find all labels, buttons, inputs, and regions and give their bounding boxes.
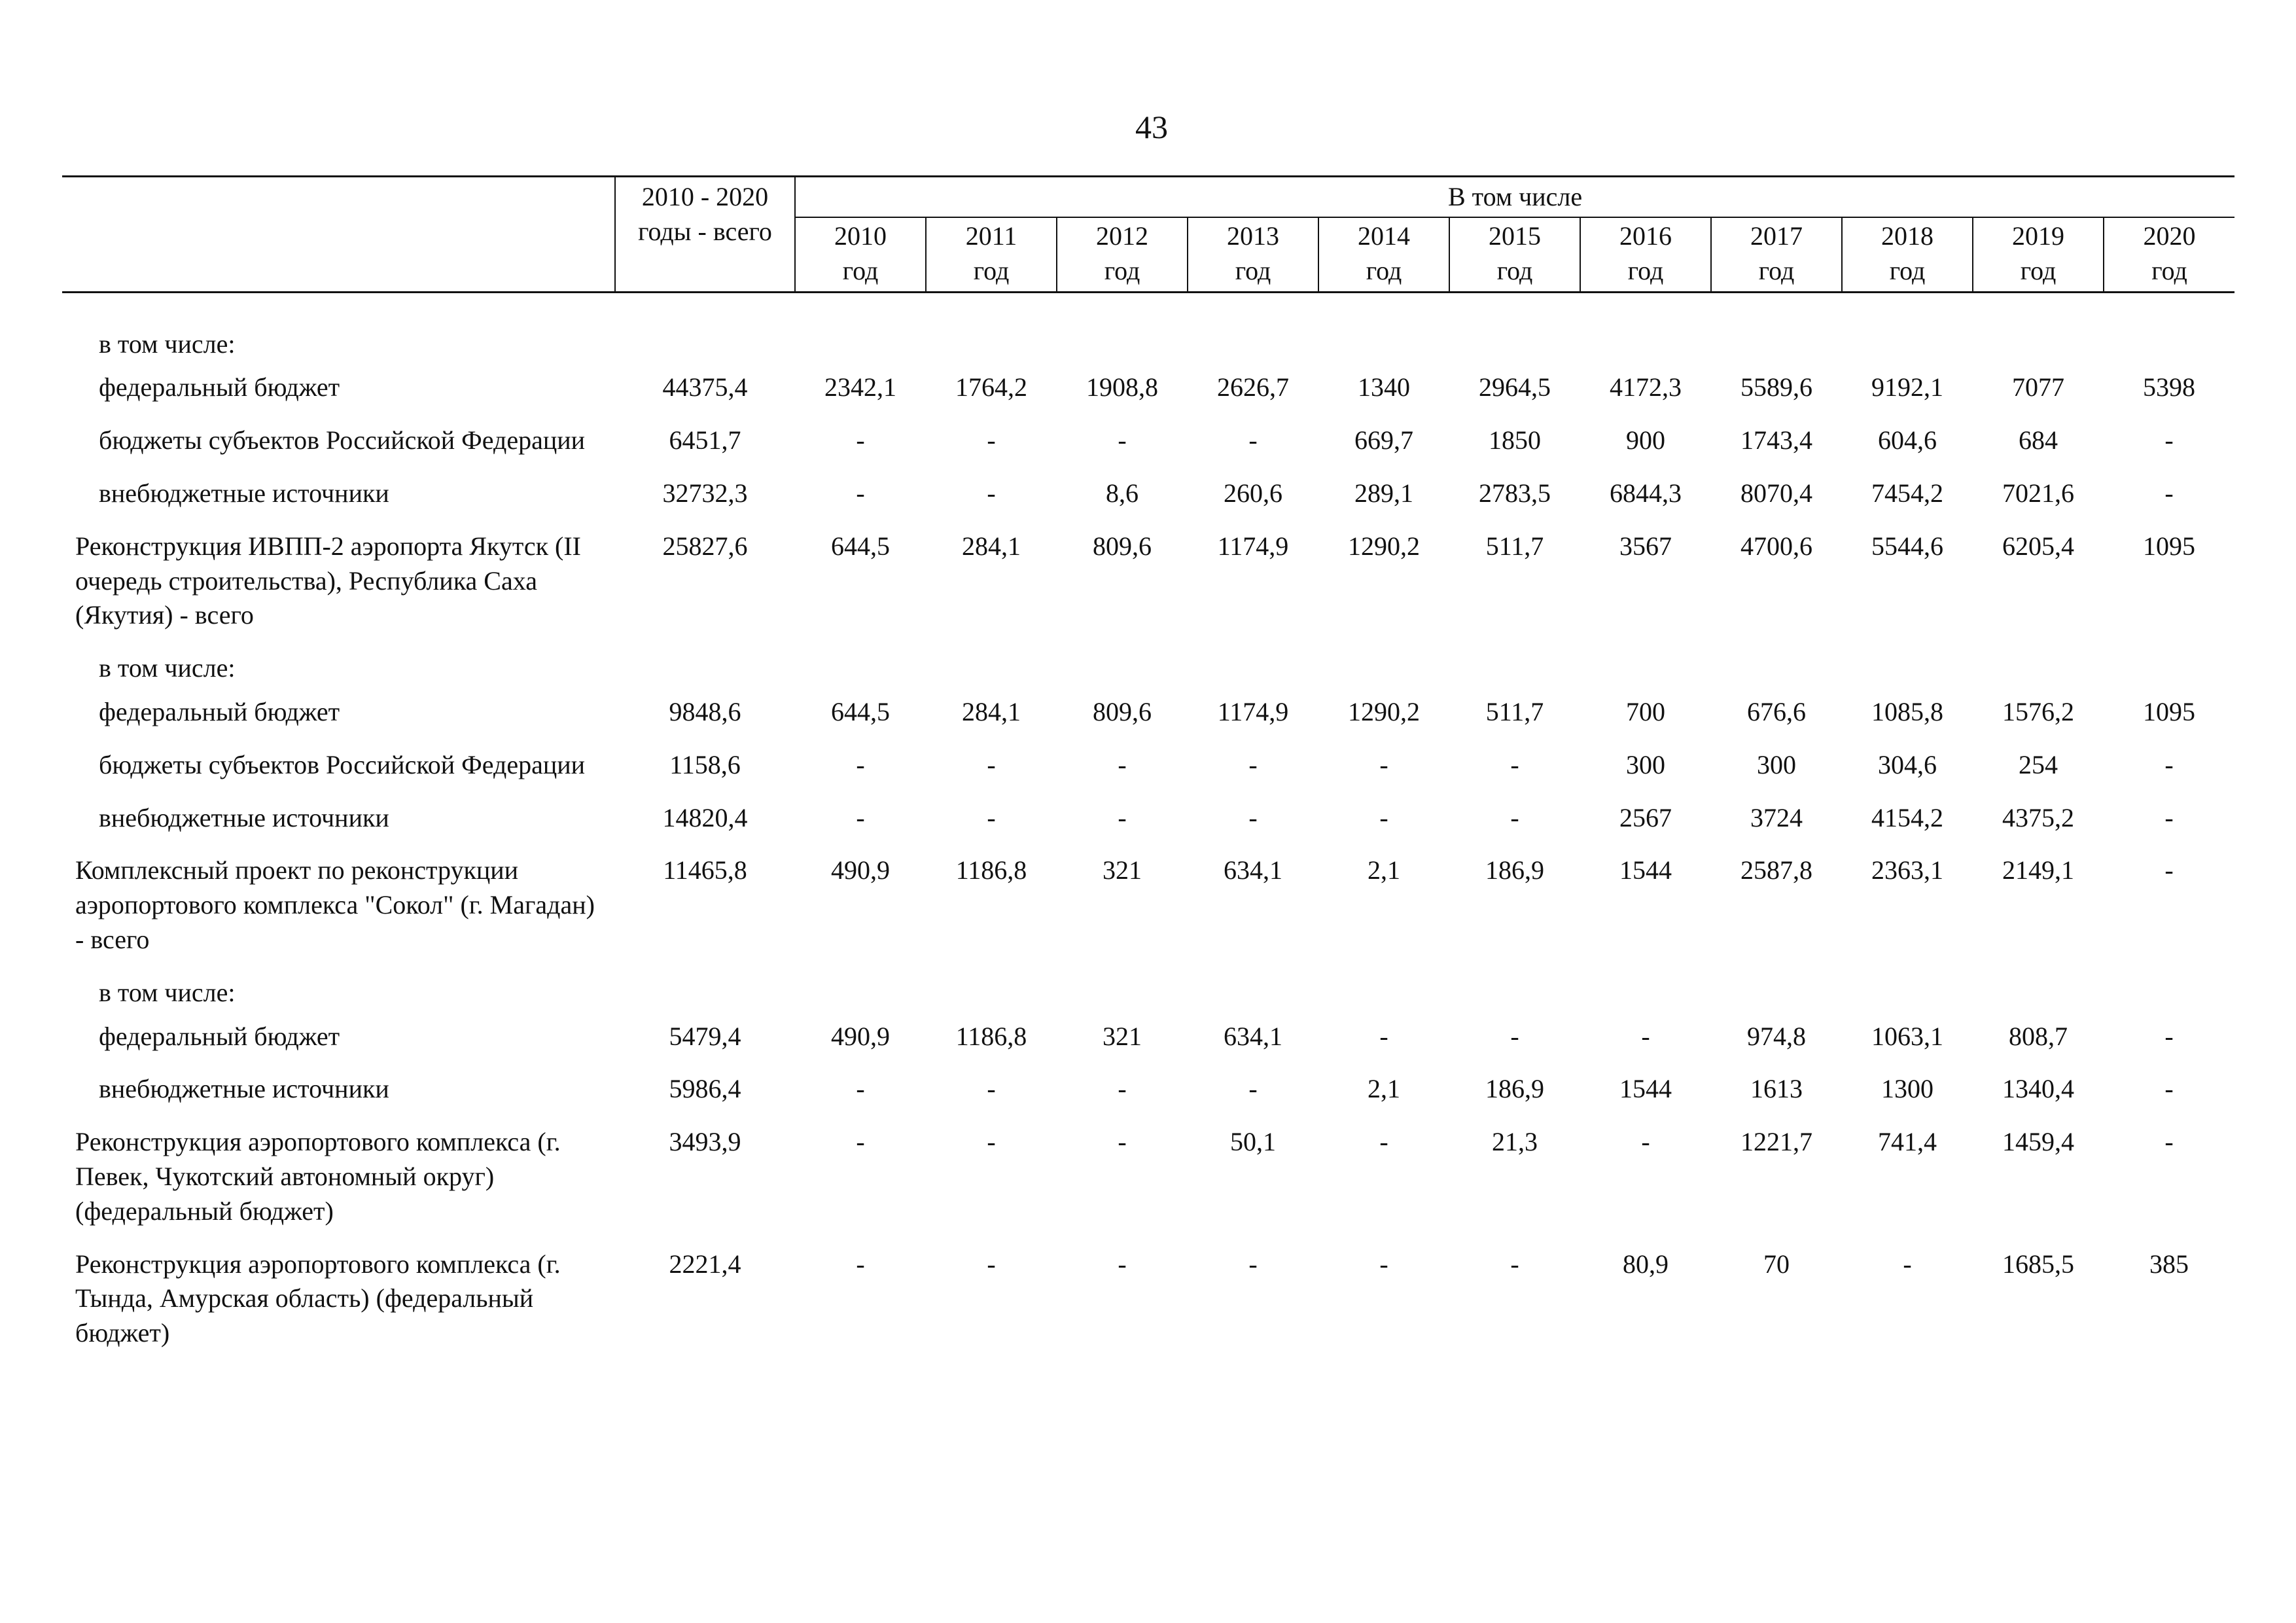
year-value-cell-2018: 2363,1 — [1871, 855, 1943, 885]
year-value-cell-2012: - — [1118, 802, 1127, 832]
year-value-cell-2016: 900 — [1626, 425, 1665, 455]
year-value-cell-2015: - — [1510, 1249, 1519, 1279]
year-value-cell-2011: 284,1 — [962, 531, 1021, 561]
header-year-2018 — [1842, 217, 1973, 292]
subtotal-label-row — [62, 651, 2234, 695]
table-header — [62, 177, 2234, 293]
header-year-2012 — [1057, 217, 1188, 292]
row-name-cell: федеральный бюджет — [99, 696, 340, 726]
year-value-cell-2018: 741,4 — [1878, 1127, 1937, 1157]
year-value-cell-2011: - — [987, 1127, 996, 1157]
year-value-cell-2016: - — [1641, 1021, 1650, 1051]
year-value-cell-2013: 2626,7 — [1217, 372, 1289, 402]
year-value-cell-2018: 1085,8 — [1871, 696, 1943, 726]
year-value-cell-2010: 644,5 — [831, 531, 890, 561]
header-year-number: 2013 — [1227, 221, 1279, 251]
header-year-word: год — [1627, 255, 1664, 285]
year-value-cell-2010: - — [856, 1074, 865, 1104]
header-year-word: год — [1366, 255, 1402, 285]
row-name-cell: бюджеты субъектов Российской Федерации — [99, 749, 586, 779]
year-value-cell-2012: 321 — [1103, 1021, 1142, 1051]
year-value-cell-2016: 300 — [1626, 749, 1665, 779]
row-name-cell: внебюджетные источники — [99, 802, 389, 832]
header-year-word: год — [1235, 255, 1271, 285]
year-value-cell-2014: 669,7 — [1354, 425, 1413, 455]
year-value-cell-2015: - — [1510, 749, 1519, 779]
year-value-cell-2015: 511,7 — [1485, 696, 1544, 726]
year-value-cell-2010: 490,9 — [831, 855, 890, 885]
year-value-cell-2013: 1174,9 — [1217, 531, 1289, 561]
year-value-cell-2010: - — [856, 478, 865, 508]
header-year-number: 2017 — [1750, 221, 1803, 251]
table-body — [62, 292, 2234, 1369]
year-value-cell-2011: - — [987, 1074, 996, 1104]
year-value-cell-2014: - — [1379, 749, 1388, 779]
year-value-cell-2017: 1613 — [1750, 1074, 1803, 1104]
header-year-word: год — [1758, 255, 1795, 285]
year-value-cell-2011: 1186,8 — [955, 855, 1027, 885]
year-value-cell-2019: 1340,4 — [2002, 1074, 2074, 1104]
total-cell: 3493,9 — [669, 1127, 741, 1157]
year-value-cell-2019: 4375,2 — [2002, 802, 2074, 832]
year-value-cell-2014: 2,1 — [1368, 1074, 1400, 1104]
year-value-cell-2018: 5544,6 — [1871, 531, 1943, 561]
funding-source-row — [62, 695, 2234, 748]
row-name-cell: в том числе: — [99, 329, 236, 359]
header-year-2014 — [1318, 217, 1449, 292]
year-value-cell-2016: - — [1641, 1127, 1650, 1157]
year-value-cell-2016: 1544 — [1619, 855, 1672, 885]
year-value-cell-2014: 1290,2 — [1348, 696, 1420, 726]
year-value-cell-2013: - — [1248, 802, 1258, 832]
year-value-cell-2014: 1290,2 — [1348, 531, 1420, 561]
year-value-cell-2010: 2342,1 — [824, 372, 896, 402]
row-name-cell: бюджеты субъектов Российской Федерации — [99, 425, 586, 455]
header-year-2011 — [926, 217, 1057, 292]
year-value-cell-2011: 1764,2 — [955, 372, 1027, 402]
row-name-cell: внебюджетные источники — [99, 478, 389, 508]
year-value-cell-2015: 1850 — [1489, 425, 1541, 455]
year-value-cell-2016: 3567 — [1619, 531, 1672, 561]
total-cell: 44375,4 — [662, 372, 748, 402]
funding-source-row — [62, 423, 2234, 476]
total-cell: 5986,4 — [669, 1074, 741, 1104]
year-value-cell-2013: - — [1248, 1074, 1258, 1104]
year-value-cell-2020: - — [2164, 1127, 2174, 1157]
header-year-word: год — [1496, 255, 1533, 285]
year-value-cell-2016: 1544 — [1619, 1074, 1672, 1104]
funding-source-row — [62, 748, 2234, 801]
year-value-cell-2019: 2149,1 — [2002, 855, 2074, 885]
year-value-cell-2016: 700 — [1626, 696, 1665, 726]
total-cell: 9848,6 — [669, 696, 741, 726]
year-value-cell-2020: - — [2164, 478, 2174, 508]
header-year-number: 2019 — [2012, 221, 2064, 251]
header-year-2015 — [1449, 217, 1580, 292]
project-row — [62, 529, 2234, 651]
year-value-cell-2020: - — [2164, 1074, 2174, 1104]
funding-source-row — [62, 1072, 2234, 1125]
total-cell: 14820,4 — [662, 802, 748, 832]
year-value-cell-2010: - — [856, 425, 865, 455]
year-value-cell-2015: 2783,5 — [1479, 478, 1551, 508]
year-value-cell-2013: 634,1 — [1224, 855, 1282, 885]
year-value-cell-2011: - — [987, 1249, 996, 1279]
total-cell: 1158,6 — [669, 749, 741, 779]
year-value-cell-2012: - — [1118, 1074, 1127, 1104]
header-year-number: 2010 — [834, 221, 887, 251]
year-value-cell-2012: - — [1118, 749, 1127, 779]
header-year-2019 — [1973, 217, 2104, 292]
year-value-cell-2013: - — [1248, 425, 1258, 455]
year-value-cell-2010: 644,5 — [831, 696, 890, 726]
year-value-cell-2020: 385 — [2149, 1249, 2189, 1279]
year-value-cell-2013: 260,6 — [1224, 478, 1282, 508]
year-value-cell-2016: 6844,3 — [1610, 478, 1682, 508]
header-year-word: год — [842, 255, 879, 285]
year-value-cell-2017: 70 — [1763, 1249, 1790, 1279]
year-value-cell-2016: 2567 — [1619, 802, 1672, 832]
row-name-cell: Реконструкция аэропортового комплекса (г. Тында, Амурская область) (федеральный бюджет) — [75, 1249, 561, 1348]
year-value-cell-2012: - — [1118, 425, 1127, 455]
header-year-number: 2014 — [1358, 221, 1410, 251]
year-value-cell-2017: 300 — [1757, 749, 1796, 779]
year-value-cell-2011: - — [987, 478, 996, 508]
year-value-cell-2015: - — [1510, 1021, 1519, 1051]
year-value-cell-2017: 974,8 — [1747, 1021, 1806, 1051]
year-value-cell-2019: 6205,4 — [2002, 531, 2074, 561]
year-value-cell-2017: 676,6 — [1747, 696, 1806, 726]
year-value-cell-2010: 490,9 — [831, 1021, 890, 1051]
year-value-cell-2020: 1095 — [2143, 531, 2196, 561]
year-value-cell-2013: 50,1 — [1230, 1127, 1276, 1157]
row-name-cell: Комплексный проект по реконструкции аэропортового комплекса "Сокол" (г. Магадан) - всего — [75, 855, 595, 954]
subtotal-label-row — [62, 327, 2234, 371]
year-value-cell-2017: 1743,4 — [1740, 425, 1812, 455]
row-name-cell: федеральный бюджет — [99, 1021, 340, 1051]
year-value-cell-2013: 1174,9 — [1217, 696, 1289, 726]
year-value-cell-2017: 1221,7 — [1740, 1127, 1812, 1157]
year-value-cell-2012: 321 — [1103, 855, 1142, 885]
project-row — [62, 1247, 2234, 1369]
year-value-cell-2018: 4154,2 — [1871, 802, 1943, 832]
total-cell: 2221,4 — [669, 1249, 741, 1279]
year-value-cell-2011: 1186,8 — [955, 1021, 1027, 1051]
header-group-label: В том числе — [795, 177, 2234, 218]
header-year-word: год — [973, 255, 1010, 285]
year-value-cell-2012: - — [1118, 1249, 1127, 1279]
year-value-cell-2019: 808,7 — [2009, 1021, 2068, 1051]
year-value-cell-2019: 254 — [2019, 749, 2058, 779]
header-year-number: 2015 — [1489, 221, 1541, 251]
year-value-cell-2015: 2964,5 — [1479, 372, 1551, 402]
project-row — [62, 1125, 2234, 1247]
subtotal-label-row — [62, 976, 2234, 1020]
year-value-cell-2015: 186,9 — [1485, 855, 1544, 885]
header-year-number: 2012 — [1096, 221, 1148, 251]
project-row — [62, 853, 2234, 975]
year-value-cell-2020: - — [2164, 749, 2174, 779]
row-name-cell: Реконструкция аэропортового комплекса (г. Певек, Чукотский автономный округ) (федеральный бюджет) — [75, 1127, 561, 1226]
header-year-2017 — [1711, 217, 1842, 292]
year-value-cell-2010: - — [856, 802, 865, 832]
year-value-cell-2019: 7077 — [2012, 372, 2064, 402]
year-value-cell-2015: 511,7 — [1485, 531, 1544, 561]
header-year-2020 — [2104, 217, 2234, 292]
header-total-column: 2010 - 2020 годы - всего — [615, 177, 795, 293]
year-value-cell-2013: 634,1 — [1224, 1021, 1282, 1051]
header-year-2013 — [1188, 217, 1318, 292]
row-name-cell: в том числе: — [99, 653, 236, 683]
year-value-cell-2014: - — [1379, 802, 1388, 832]
total-cell: 32732,3 — [662, 478, 748, 508]
year-value-cell-2015: 21,3 — [1492, 1127, 1538, 1157]
year-value-cell-2010: - — [856, 1127, 865, 1157]
row-name-cell: федеральный бюджет — [99, 372, 340, 402]
header-year-number: 2011 — [965, 221, 1017, 251]
header-year-number: 2018 — [1881, 221, 1934, 251]
year-value-cell-2018: 304,6 — [1878, 749, 1937, 779]
funding-source-row — [62, 801, 2234, 854]
year-value-cell-2017: 3724 — [1750, 802, 1803, 832]
year-value-cell-2010: - — [856, 1249, 865, 1279]
header-year-word: год — [1889, 255, 1926, 285]
total-cell: 6451,7 — [669, 425, 741, 455]
row-name-cell: в том числе: — [99, 977, 236, 1007]
header-year-2016 — [1580, 217, 1711, 292]
year-value-cell-2014: - — [1379, 1127, 1388, 1157]
year-value-cell-2017: 2587,8 — [1740, 855, 1812, 885]
year-value-cell-2020: - — [2164, 1021, 2174, 1051]
total-cell: 25827,6 — [662, 531, 748, 561]
year-value-cell-2013: - — [1248, 749, 1258, 779]
header-year-number: 2016 — [1619, 221, 1672, 251]
year-value-cell-2012: - — [1118, 1127, 1127, 1157]
year-value-cell-2011: - — [987, 425, 996, 455]
year-value-cell-2011: - — [987, 749, 996, 779]
year-value-cell-2019: 684 — [2019, 425, 2058, 455]
year-value-cell-2012: 809,6 — [1093, 696, 1152, 726]
header-year-number: 2020 — [2143, 221, 2196, 251]
year-value-cell-2010: - — [856, 749, 865, 779]
header-name-column — [62, 177, 615, 293]
funding-source-row — [62, 476, 2234, 529]
year-value-cell-2014: 289,1 — [1354, 478, 1413, 508]
budget-table — [62, 175, 2234, 1369]
year-value-cell-2016: 4172,3 — [1610, 372, 1682, 402]
year-value-cell-2012: 809,6 — [1093, 531, 1152, 561]
year-value-cell-2018: 7454,2 — [1871, 478, 1943, 508]
budget-table-container — [62, 175, 2234, 1369]
year-value-cell-2014: 1340 — [1358, 372, 1410, 402]
year-value-cell-2018: 1300 — [1881, 1074, 1934, 1104]
year-value-cell-2014: - — [1379, 1249, 1388, 1279]
year-value-cell-2017: 5589,6 — [1740, 372, 1812, 402]
header-year-word: год — [2151, 255, 2187, 285]
year-value-cell-2011: 284,1 — [962, 696, 1021, 726]
year-value-cell-2020: - — [2164, 425, 2174, 455]
year-value-cell-2011: - — [987, 802, 996, 832]
funding-source-row — [62, 370, 2234, 423]
year-value-cell-2018: 604,6 — [1878, 425, 1937, 455]
year-value-cell-2020: - — [2164, 855, 2174, 885]
year-value-cell-2015: - — [1510, 802, 1519, 832]
year-value-cell-2020: - — [2164, 802, 2174, 832]
year-value-cell-2015: 186,9 — [1485, 1074, 1544, 1104]
header-gap — [62, 292, 2234, 327]
year-value-cell-2020: 5398 — [2143, 372, 2196, 402]
funding-source-row — [62, 1020, 2234, 1073]
year-value-cell-2019: 1459,4 — [2002, 1127, 2074, 1157]
header-year-word: год — [2020, 255, 2057, 285]
page-number: 43 — [1135, 109, 1168, 145]
year-value-cell-2013: - — [1248, 1249, 1258, 1279]
year-value-cell-2017: 8070,4 — [1740, 478, 1812, 508]
year-value-cell-2018: 1063,1 — [1871, 1021, 1943, 1051]
row-name-cell: Реконструкция ИВПП-2 аэропорта Якутск (II очередь строительства), Республика Саха (Якутия) - всего — [75, 531, 581, 630]
year-value-cell-2014: - — [1379, 1021, 1388, 1051]
year-value-cell-2018: 9192,1 — [1871, 372, 1943, 402]
year-value-cell-2017: 4700,6 — [1740, 531, 1812, 561]
total-cell: 5479,4 — [669, 1021, 741, 1051]
year-value-cell-2019: 7021,6 — [2002, 478, 2074, 508]
year-value-cell-2019: 1685,5 — [2002, 1249, 2074, 1279]
year-value-cell-2019: 1576,2 — [2002, 696, 2074, 726]
row-name-cell: внебюджетные источники — [99, 1074, 389, 1104]
year-value-cell-2020: 1095 — [2143, 696, 2196, 726]
year-value-cell-2012: 8,6 — [1106, 478, 1139, 508]
header-year-word: год — [1104, 255, 1140, 285]
year-value-cell-2012: 1908,8 — [1086, 372, 1158, 402]
year-value-cell-2014: 2,1 — [1368, 855, 1400, 885]
total-cell: 11465,8 — [663, 855, 747, 885]
year-value-cell-2016: 80,9 — [1623, 1249, 1669, 1279]
year-value-cell-2018: - — [1903, 1249, 1912, 1279]
header-year-2010 — [795, 217, 926, 292]
